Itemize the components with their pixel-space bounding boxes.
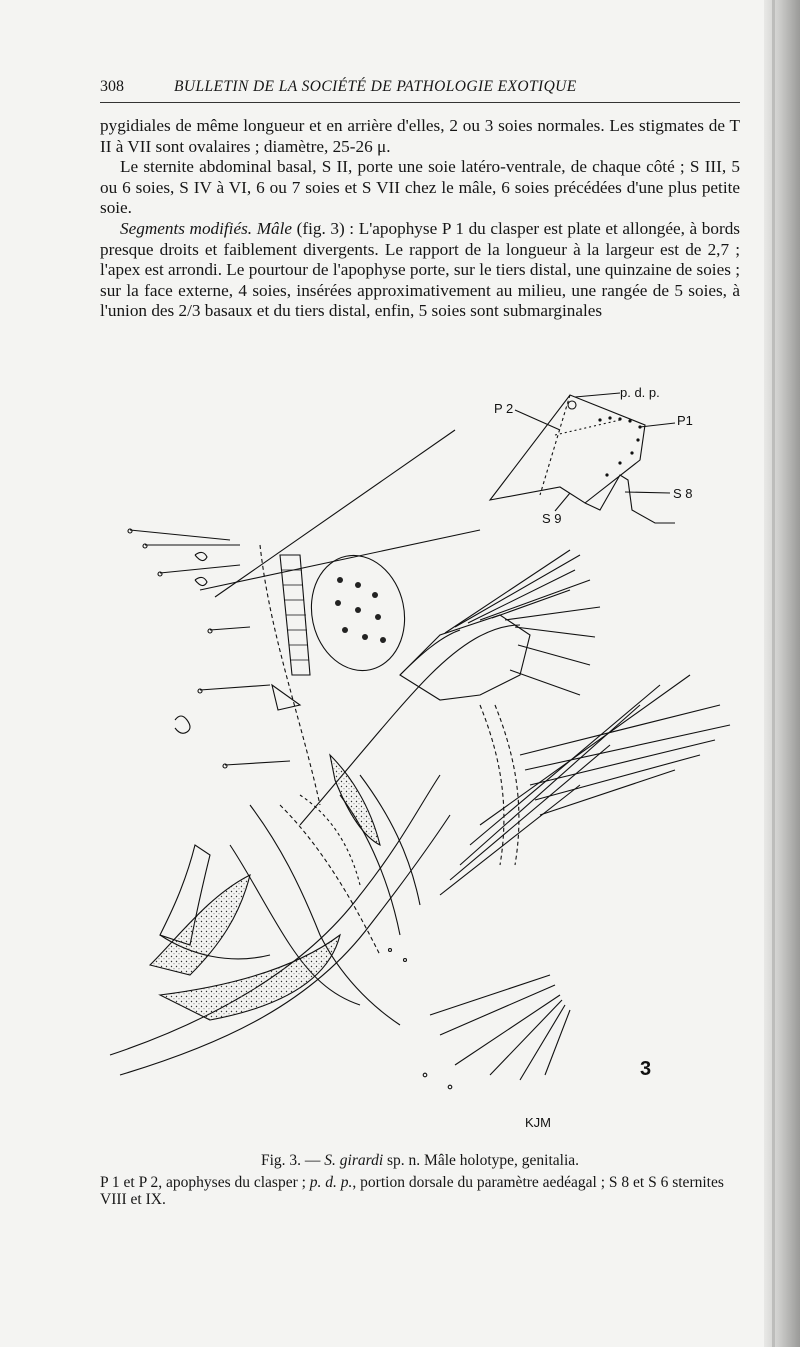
- label-p2: P 2: [494, 401, 514, 416]
- caption-title: [100, 1152, 740, 1170]
- paragraph-2: Le sternite abdominal basal, S II, porte une soie latéro-ventrale, de chaque côté ; S III, 5 ou 6 soies, S IV à VI, 6 ou 7 soies et S VII chez le mâle, 6 soies précédées d'une plus petite soie.: [100, 157, 740, 218]
- body-text: [100, 116, 740, 322]
- paragraph-3: [100, 219, 740, 322]
- page-edge: [764, 0, 800, 1347]
- section-heading: Segments modifiés. Mâle: [120, 218, 293, 238]
- illustrator-signature: KJM: [525, 1115, 551, 1130]
- main-genitalia-drawing: [110, 430, 730, 1089]
- page-number: 308: [100, 78, 124, 95]
- caption-legend-part-a: P 1 et P 2, apophyses du clasper ;: [100, 1173, 310, 1191]
- paragraph-1: pygidiales de même longueur et en arrière d'elles, 2 ou 3 soies normales. Les stigmates de T II à VII sont ovalaires ; diamètre, 25-26 μ.: [100, 116, 740, 156]
- figure-caption: [100, 1152, 740, 1209]
- label-s8: S 8: [673, 486, 693, 501]
- caption-title-prefix: Fig. 3. —: [260, 1152, 325, 1169]
- figure-genitalia-drawing: [100, 375, 740, 1155]
- running-header: [100, 76, 740, 103]
- caption-title-suffix: sp. n. Mâle holotype, genitalia.: [383, 1152, 580, 1169]
- caption-legend-abbrev: p. d. p.: [309, 1173, 353, 1191]
- paragraph-3-text: (fig. 3) : L'apophyse P 1 du clasper est plate et allongée, à bords presque droits et faiblement divergents. Le rapport de la longueur à la largeur est de 2,7 ; l'apex est arrondi. Le pourtour de l'apophyse porte, sur le tiers distal, une quinzaine de soies ; sur la face externe, 4 soies, insérées approximativement au milieu, une rangée de 5 soies, à l'union des 2/3 basaux et du tiers distal, enfin, 5 soies sont submarginales: [100, 218, 740, 321]
- caption-legend-part-b: , portion dorsale du paramètre aedéagal ; S 8 et S 6 sternites VIII et IX.: [100, 1173, 724, 1208]
- figure-number: 3: [640, 1058, 652, 1080]
- label-pdp: p. d. p.: [620, 385, 660, 400]
- inset-clasper-drawing: [490, 393, 675, 523]
- running-title: BULLETIN DE LA SOCIÉTÉ DE PATHOLOGIE EXOTIQUE: [174, 78, 577, 95]
- genitalia-illustration: [100, 375, 740, 1155]
- label-s9: S 9: [542, 511, 562, 526]
- label-p1: P1: [677, 413, 693, 428]
- caption-legend: [100, 1174, 740, 1209]
- caption-species-name: S. girardi: [324, 1152, 384, 1169]
